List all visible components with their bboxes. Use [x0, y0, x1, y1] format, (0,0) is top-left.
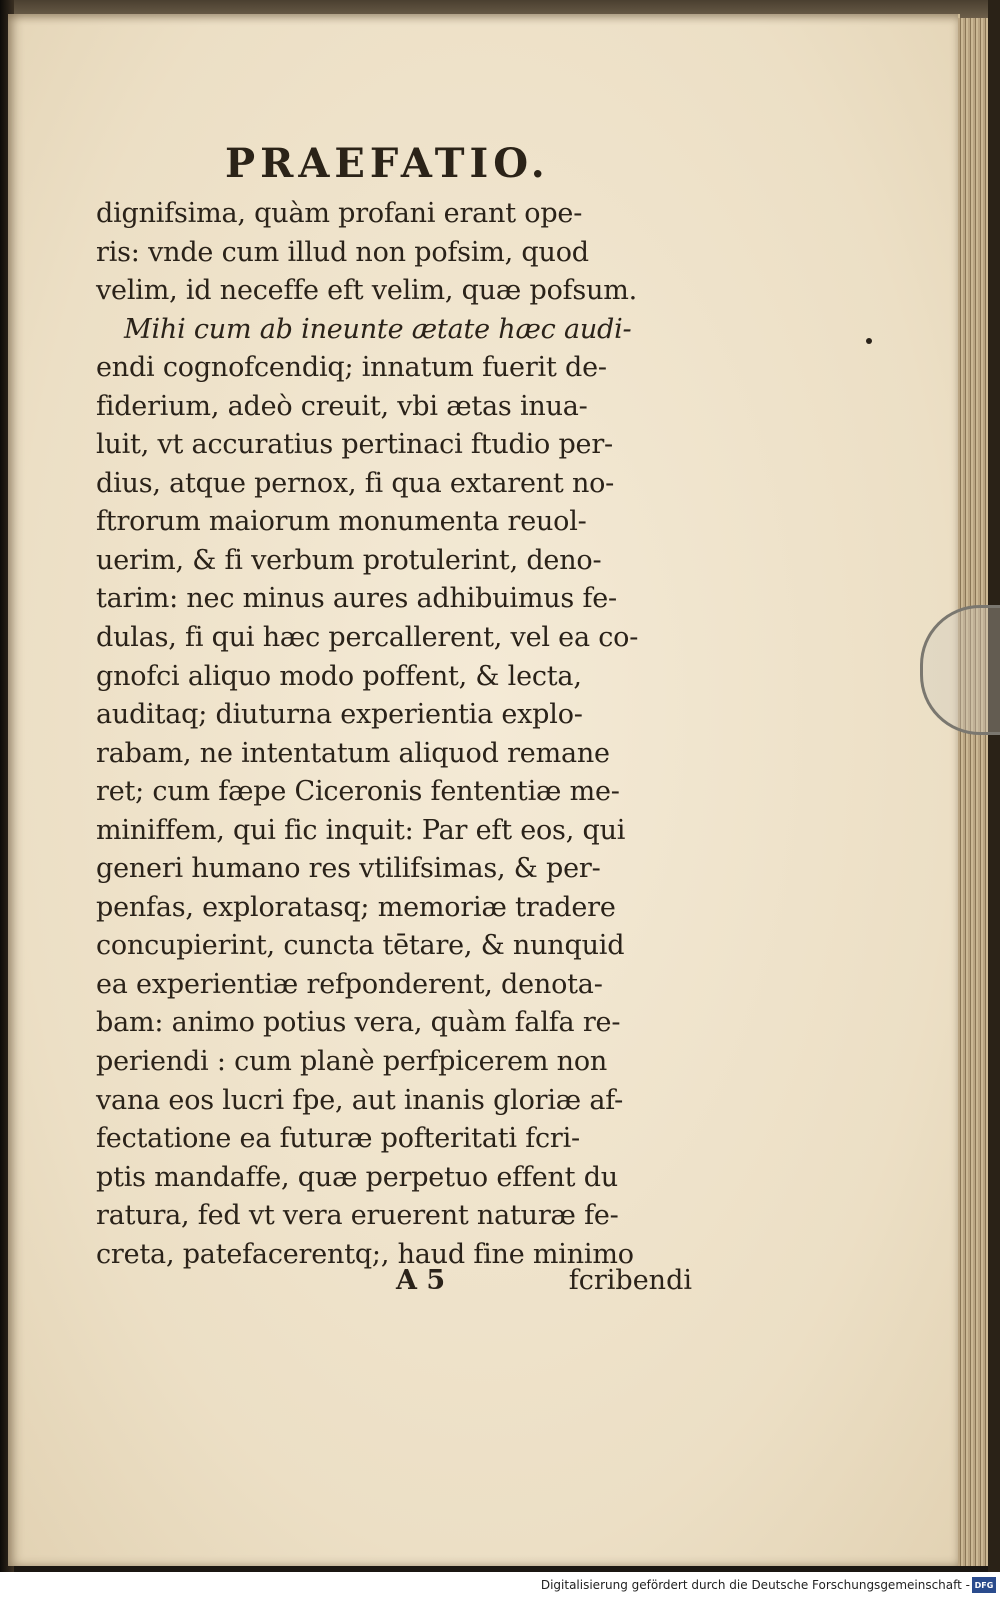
digitization-credit-bar — [0, 1572, 1000, 1601]
ink-mark — [866, 338, 872, 344]
text-line: generi humano res vtilifsimas, & per- — [96, 853, 601, 885]
text-line: periendi : cum planè perfpicerem non — [96, 1046, 608, 1078]
text-line: tarim: nec minus aures adhibuimus fe- — [96, 583, 617, 615]
page-heading: PRAEFATIO. — [225, 140, 550, 187]
dfg-logo: DFG — [972, 1577, 996, 1593]
page-fore-edge — [958, 18, 988, 1566]
catchword: fcribendi — [568, 1265, 692, 1296]
text-line: ris: vnde cum illud non pofsim, quod — [96, 236, 589, 268]
text-line: vana eos lucri fpe, aut inanis gloriæ af- — [96, 1084, 624, 1116]
signature-mark: A 5 — [396, 1265, 446, 1296]
digitization-credit: Digitalisierung gefördert durch die Deutsche Forschungsgemeinschaft - — [540, 1578, 970, 1592]
text-line: Mihi cum ab ineunte ætate hæc audi- — [124, 313, 632, 345]
text-line: rabam, ne intentatum aliquod remane — [96, 737, 610, 769]
book-cover-edge — [988, 0, 1000, 1572]
text-line: dignifsima, quàm profani erant ope- — [96, 198, 583, 229]
text-line: dulas, fi qui hæc percallerent, vel ea co- — [96, 622, 639, 654]
text-line: gnofci aliquo modo poffent, & lecta, — [96, 660, 582, 692]
text-line: ratura, fed vt vera eruerent naturæ fe- — [96, 1200, 619, 1232]
text-line: concupierint, cuncta tētare, & nunquid — [96, 930, 625, 962]
text-line: ea experientiæ refponderent, denota- — [96, 968, 603, 1000]
body-text — [96, 195, 696, 1274]
text-line: fiderium, adeò creuit, vbi ætas inua- — [96, 390, 588, 422]
text-line: ptis mandaffe, quæ perpetuo effent du — [96, 1161, 618, 1193]
text-line: ret; cum fæpe Ciceronis fententiæ me- — [96, 776, 620, 808]
text-line: uerim, & fi verbum protulerint, deno- — [96, 544, 602, 576]
text-line: creta, patefacerentq;, haud fine minimo — [96, 1238, 634, 1270]
text-line: endi cognofcendiq; innatum fuerit de- — [96, 352, 607, 384]
text-line: fectatione ea futuræ pofteritati fcri- — [96, 1123, 580, 1155]
text-line: velim, id neceffe eft velim, quæ pofsum. — [96, 275, 638, 307]
text-line: bam: animo potius vera, quàm falfa re- — [96, 1007, 621, 1039]
text-line: auditaq; diuturna experientia explo- — [96, 699, 583, 731]
page-footer — [96, 1262, 696, 1300]
text-line: luit, vt accuratius pertinaci ftudio per- — [96, 429, 613, 461]
text-line: penfas, exploratasq; memoriæ tradere — [96, 891, 616, 923]
text-line: miniffem, qui fic inquit: Par eft eos, qui — [96, 814, 626, 846]
text-line: dius, atque pernox, fi qua extarent no- — [96, 467, 615, 499]
text-line: ftrorum maiorum monumenta reuol- — [96, 506, 587, 538]
